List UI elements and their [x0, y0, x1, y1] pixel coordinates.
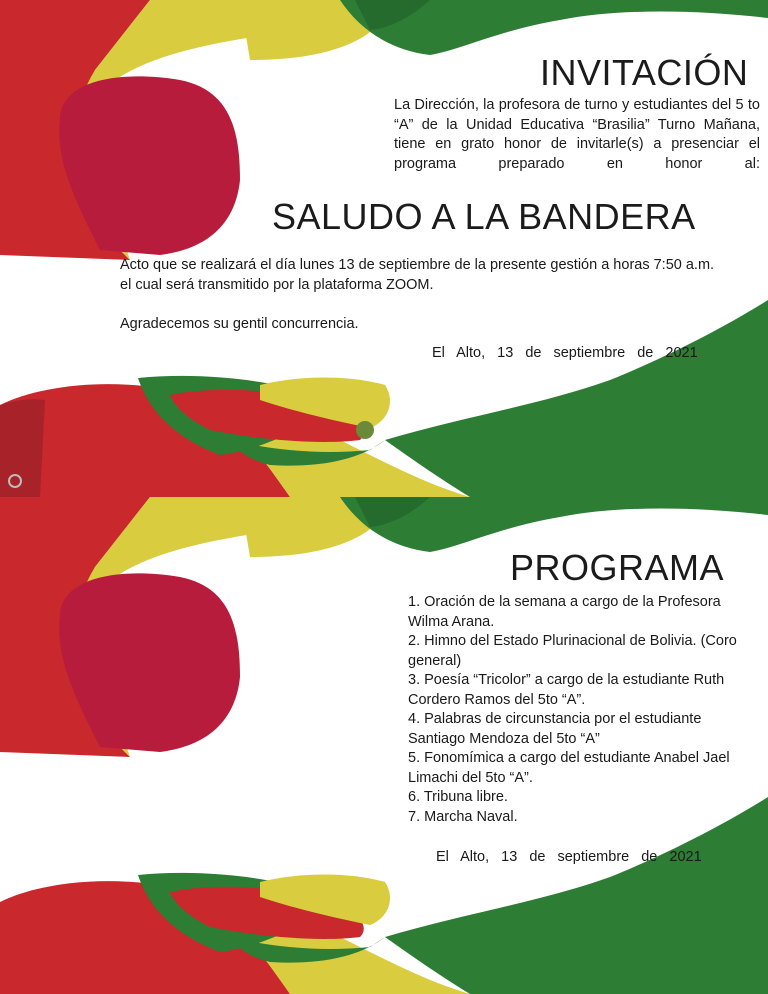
invitation-title: INVITACIÓN — [540, 52, 749, 93]
program-item: 3. Poesía “Tricolor” a cargo de la estudiante Ruth Cordero Ramos del 5to “A”. — [408, 672, 725, 708]
program-title: PROGRAMA — [510, 547, 725, 588]
program-item: 4. Palabras de circunstancia por el estudiante Santiago Mendoza del 5to “A” — [408, 711, 702, 747]
logo-icon — [8, 474, 22, 488]
program-date: El Alto, 13 de septiembre de 2021 — [436, 849, 702, 865]
program-item: 6. Tribuna libre. — [408, 789, 508, 805]
thanks-text: Agradecemos su gentil concurrencia. — [120, 316, 359, 332]
program-item: 7. Marcha Naval. — [408, 808, 518, 825]
invitation-intro: La Dirección, la profesora de turno y estudiantes del 5 to “A” de la Unidad Educativa “Brasilia” Turno Mañana, tiene en grato honor de invitarle(s) a presenciar el programa preparado en honor al: — [394, 97, 760, 172]
program-item: 2. Himno del Estado Plurinacional de Bolivia. (Coro general) — [408, 633, 737, 669]
invitation-date: El Alto, 13 de septiembre de 2021 — [432, 345, 698, 361]
event-details: Acto que se realizará el día lunes 13 de septiembre de la presente gestión a horas 7:50 a.m. el cual será transmitido por la plataforma ZOOM. — [120, 257, 715, 293]
program-item: 1. Oración de la semana a cargo de la Profesora Wilma Arana. — [408, 594, 721, 630]
program-card — [0, 497, 768, 994]
program-list — [408, 593, 758, 827]
program-item: 5. Fonomímica a cargo del estudiante Anabel Jael Limachi del 5to “A”. — [408, 750, 730, 786]
event-title: SALUDO A LA BANDERA — [272, 196, 696, 237]
